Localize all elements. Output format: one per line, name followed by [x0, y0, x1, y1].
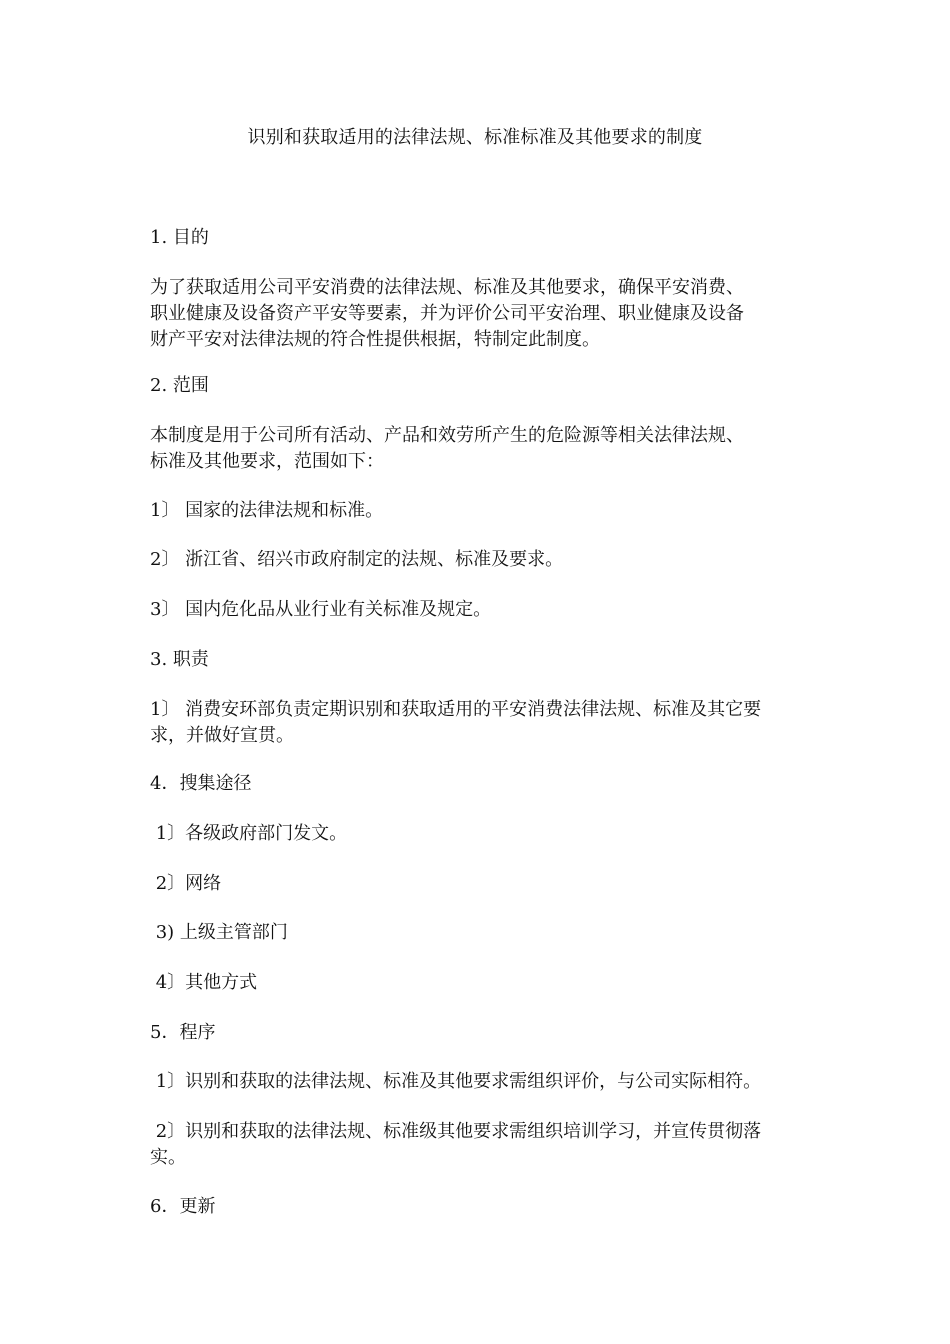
scope-paragraph [150, 423, 810, 475]
scope-item: 1〕 国家的法律法规和标准。 [150, 500, 384, 521]
channel-item: 1〕各级政府部门发文。 [150, 823, 348, 844]
channel-item: 2〕网络 [150, 873, 222, 894]
section-heading-update: 6．更新 [150, 1196, 216, 1217]
channel-item: 4〕其他方式 [150, 972, 258, 993]
purpose-line: 职业健康及设备资产平安等要素，并为评价公司平安治理、职业健康及设备 [150, 303, 744, 324]
duties-line: 1〕 消费安环部负责定期识别和获取适用的平安消费法律法规、标准及其它要 [150, 699, 762, 720]
section-heading-procedure: 5．程序 [150, 1022, 216, 1043]
scope-line: 本制度是用于公司所有活动、产品和效劳所产生的危险源等相关法律法规、 [150, 425, 744, 446]
section-heading-purpose: 1. 目的 [150, 227, 209, 248]
procedure-line: 2〕识别和获取的法律法规、标准级其他要求需组织培训学习，并宣传贯彻落 [150, 1121, 762, 1142]
purpose-line: 财产平安对法律法规的符合性提供根据，特制定此制度。 [150, 329, 600, 350]
scope-item: 2〕 浙江省、绍兴市政府制定的法规、标准及要求。 [150, 549, 564, 570]
section-heading-channels: 4．搜集途径 [150, 773, 252, 794]
scope-line: 标准及其他要求，范围如下： [150, 451, 384, 472]
document-title: 识别和获取适用的法律法规、标准标准及其他要求的制度 [247, 127, 703, 148]
section-heading-scope: 2. 范围 [150, 375, 209, 396]
duties-line: 求，并做好宣贯。 [150, 725, 294, 746]
scope-item: 3〕 国内危化品从业行业有关标准及规定。 [150, 599, 492, 620]
purpose-paragraph [150, 275, 810, 353]
procedure-line: 实。 [150, 1147, 186, 1168]
duties-paragraph [150, 697, 810, 749]
procedure-item: 1〕识别和获取的法律法规、标准及其他要求需组织评价，与公司实际相符。 [150, 1071, 762, 1092]
section-heading-duties: 3. 职责 [150, 649, 209, 670]
purpose-line: 为了获取适用公司平安消费的法律法规、标准及其他要求，确保平安消费、 [150, 277, 744, 298]
channel-item: 3) 上级主管部门 [150, 922, 288, 943]
procedure-item-2 [150, 1119, 810, 1171]
